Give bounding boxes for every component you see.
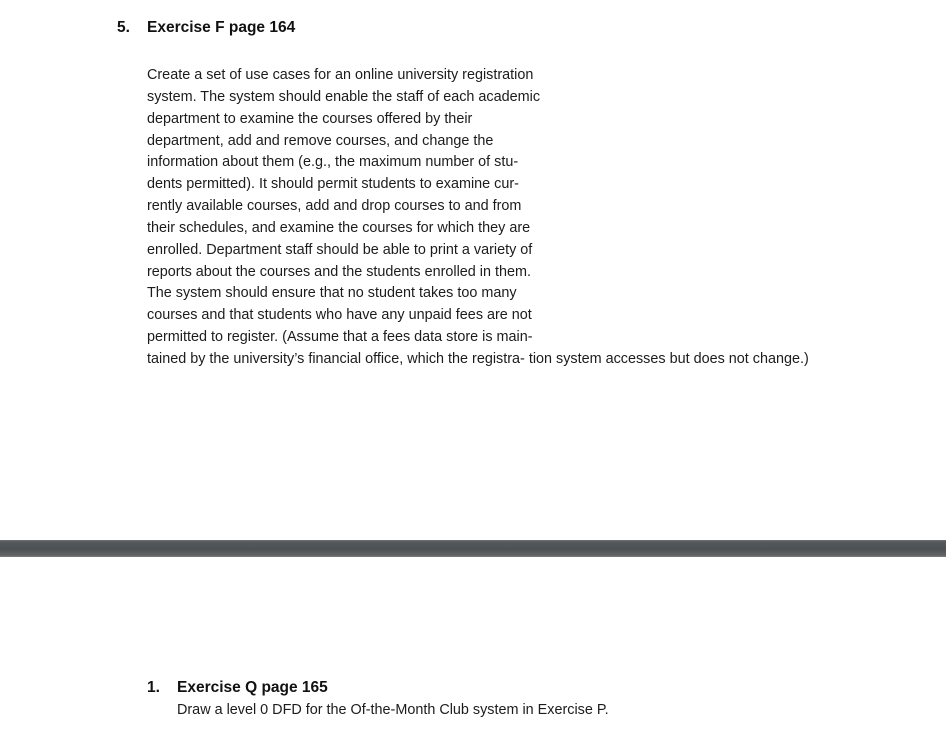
paragraph-line: department to examine the courses offered by their (147, 110, 473, 127)
paragraph-line: system. The system should enable the staff of each academic (147, 88, 541, 105)
paragraph-line: The system should ensure that no student takes too many (147, 285, 517, 302)
paragraph-line: information about them (e.g., the maximum number of stu- (147, 154, 519, 171)
page-separator (0, 540, 946, 557)
paragraph-line: permitted to register. (Assume that a fees data store is main- (147, 329, 533, 346)
paragraph-line: reports about the courses and the students enrolled in them. (147, 263, 531, 280)
exercise-f-heading (117, 18, 295, 38)
paragraph-line: enrolled. Department staff should be able to print a variety of (147, 241, 533, 258)
exercise-q-text: Draw a level 0 DFD for the Of-the-Month Club system in Exercise P. (177, 702, 609, 718)
exercise-q-heading (147, 678, 328, 698)
paragraph-line: dents permitted). It should permit students to examine cur- (147, 176, 519, 193)
item-number: 5. (117, 19, 130, 36)
paragraph-line: their schedules, and examine the courses for which they are (147, 219, 531, 236)
paragraph-line: rently available courses, add and drop courses to and from (147, 198, 522, 215)
paragraph-line: Create a set of use cases for an online university registration (147, 67, 534, 83)
paragraph-line: department, add and remove courses, and change the (147, 132, 494, 149)
paragraph-line: tained by the university’s financial office, which the registra- tion system accesses but does not change.) (147, 350, 809, 367)
heading-title: Exercise F page 164 (147, 19, 296, 36)
paragraph-line: courses and that students who have any unpaid fees are not (147, 307, 532, 324)
exercise-f-paragraph (147, 65, 809, 371)
item-number: 1. (147, 679, 160, 696)
heading-title: Exercise Q page 165 (177, 679, 328, 696)
